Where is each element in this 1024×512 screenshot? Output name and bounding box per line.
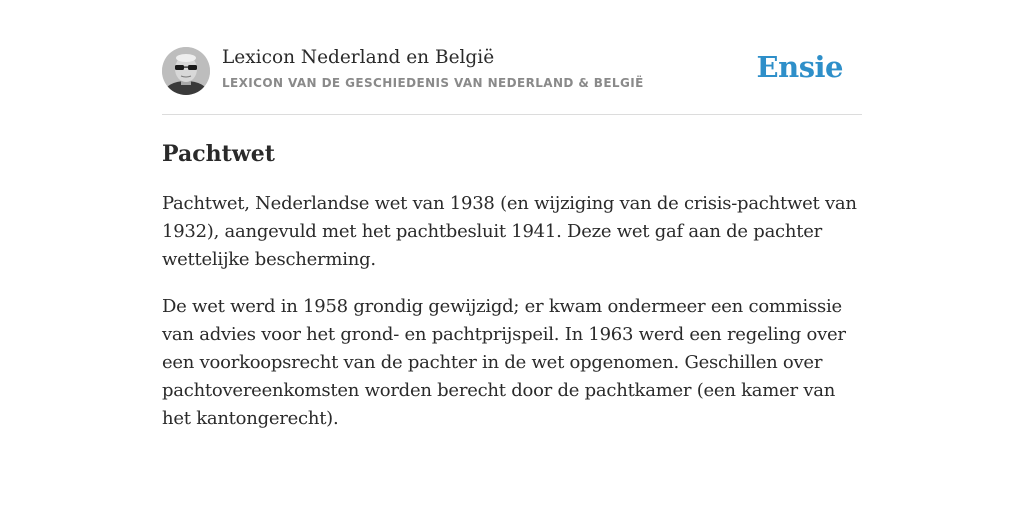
- page-title: Pachtwet: [162, 141, 275, 167]
- article-card: [162, 44, 862, 433]
- article-paragraph: De wet werd in 1958 grondig gewijzigd; er kwam ondermeer een commissie van advies voor het grond- en pachtprijspeil. In 1963 werd een regeling over een voorkoopsrecht van de pachter in de wet opgenomen. Geschillen over pachtovereenkomsten worden berecht door de pachtkamer (een kamer van het kantongerecht).: [162, 296, 846, 429]
- portrait-photo-icon: [162, 47, 210, 95]
- avatar[interactable]: [162, 47, 210, 95]
- brand-logo[interactable]: Ensie: [756, 50, 843, 84]
- article-paragraph: Pachtwet, Nederlandse wet van 1938 (en wijziging van de crisis-pachtwet van 1932), aangevuld met het pachtbesluit 1941. Deze wet gaf aan de pachter wettelijke bescherming.: [162, 193, 857, 270]
- source-subtitle: LEXICON VAN DE GESCHIEDENIS VAN NEDERLAND & BELGIË: [222, 76, 644, 90]
- source-name[interactable]: Lexicon Nederland en België: [222, 47, 495, 68]
- source-header: [162, 44, 862, 115]
